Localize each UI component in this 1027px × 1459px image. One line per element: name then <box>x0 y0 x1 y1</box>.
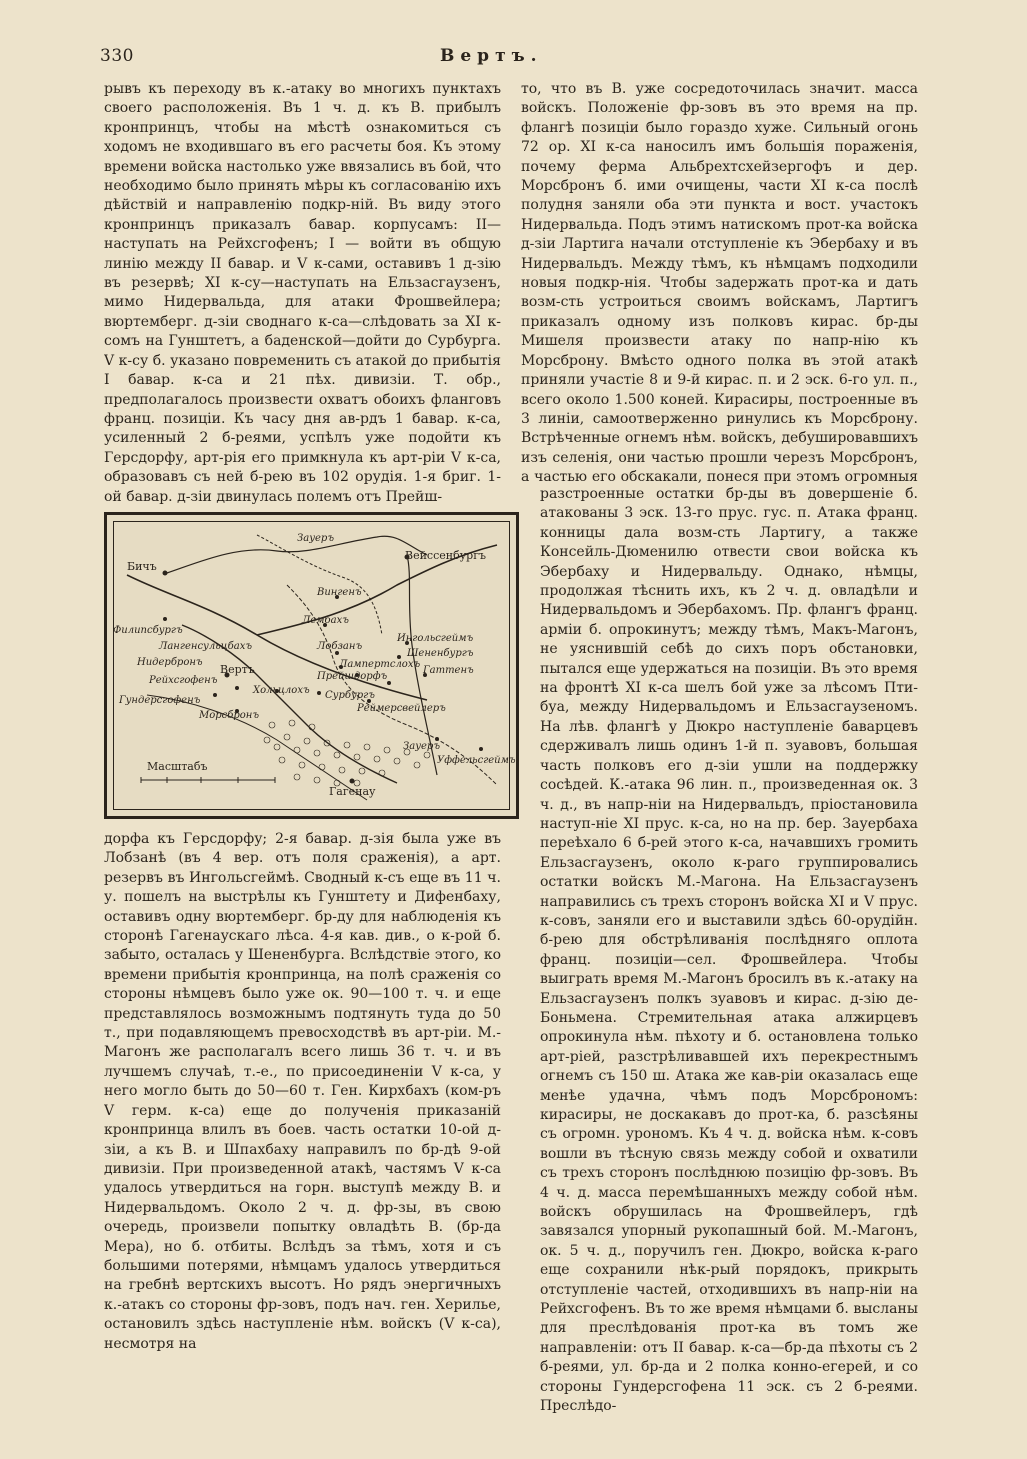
map-label-holschloch: Хольцлохъ <box>253 685 310 696</box>
map-label-philippsburg: Филипсбургъ <box>113 625 183 636</box>
map-label-lobsann: Лобзанъ <box>317 641 363 652</box>
right-column-top <box>521 80 918 486</box>
map-label-preuschdorf: Прейшдорфъ <box>317 671 388 682</box>
map-label-schoenenburg: Шененбургъ <box>407 648 474 659</box>
map-label-haguenau: Гагенау <box>329 785 376 798</box>
right-column-bottom <box>540 485 918 1430</box>
map-label-zinsel: Зауеръ <box>403 741 440 752</box>
map-scale-label: Масштабъ <box>147 760 208 773</box>
map-label-sauer-north: Зауеръ <box>297 533 334 544</box>
left-column-bottom-text: дорфа къ Герсдорфу; 2-я бавар. д-зія была уже въ Лобзанѣ (въ 4 вер. отъ поля сраженія), а арт. резервъ въ Ингольсгеймѣ. Сводный к-съ еще въ 11 ч. у. пошелъ на выстрѣлы къ Гунштету и Дифенбаху, оставивъ одну вюртемберг. бр-ду для наблюденія къ сторонѣ Гагенаускаго лѣса. 4-я кав. див., о к-рой б. забыто, осталась у Шененбурга. Вслѣдствіе этого, ко времени прибытія кронпринца, на полѣ сраженія со стороны нѣмцевъ было уже ок. 90—100 т. ч. и еще представлялось возможнымъ подтянуть туда до 50 т., при подавляющемъ превосходствѣ въ арт-ріи. М.-Магонъ же располагалъ всего лишь 36 т. ч. и въ лучшемъ случаѣ, т.-е., по присоединеніи V к-са, у него могло быть до 50—60 т. Ген. Кирхбахъ (ком-ръ V герм. к-са) еще до полученія приказаній кронпринца влилъ въ боев. часть остатки 10-ой д-зіи, а къ В. и Шпахбаху направилъ по бр-дѣ 9-ой дивизіи. При произведенной атакѣ, частямъ V к-са удалось утвердиться на горн. выступѣ между В. и Нидервальдомъ. Около 2 ч. д. фр-зы, въ свою очередь, произвели попытку овладѣть В. (бр-да Мера), но б. отбиты. Вслѣдъ за тѣмъ, хотя и съ большими потерями, нѣмцамъ удалось утвердиться на гребнѣ вертскихъ высотъ. Но рядъ энергичныхъ к.-атакъ со стороны фр-зовъ, подъ нач. ген. Херилье, остановилъ здѣсь наступленіе нѣм. войскъ (V к-са), несмотря на <box>104 831 501 1352</box>
map-label-lampertsloch: Лампертслохъ <box>339 659 421 670</box>
map-label-reichshofen: Рейхсгофенъ <box>149 675 218 686</box>
running-head-title: Вертъ. <box>440 46 543 66</box>
map-label-ingolsheim: Ингольсгеймъ <box>397 633 474 644</box>
map-label-surburg: Сурбургъ <box>325 690 375 701</box>
map-label-weissenburg: Вейссенбургъ <box>405 549 486 562</box>
map-label-bitche: Бичъ <box>127 560 157 573</box>
map-label-niederbronn: Нидербронъ <box>137 657 203 668</box>
page-number: 330 <box>100 46 134 66</box>
map-label-langensulzbach: Лангенсульцбахъ <box>159 641 253 652</box>
map-label-uffelsheim: Уффельсгеймъ <box>437 755 516 766</box>
left-column-top <box>104 80 501 506</box>
map-label-hatten: Гаттенъ <box>423 665 474 676</box>
map-label-morsbronn: Морсбронъ <box>199 710 260 721</box>
map-label-lembach: Лембахъ <box>302 615 349 626</box>
left-column-top-text: рывъ къ переходу въ к.-атаку во многихъ пунктахъ своего расположенія. Въ 1 ч. д. къ В. прибылъ кронпринцъ, чтобы на мѣстѣ ознакомиться съ ходомъ не входившаго въ его расчеты боя. Къ этому времени войска настолько уже ввязались въ бой, что необходимо было принять мѣры къ согласованію ихъ дѣйствій и направленію подкр-ній. Въ виду этого кронпринцъ приказалъ бавар. корпусамъ: II—наступать на Рейхсгофенъ; I — войти въ общую линію между II бавар. и V к-сами, оставивъ 1 д-зію въ резервѣ; XI к-су—наступать на Ельзасгаузенъ, мимо Нидервальда, для атаки Фрошвейлера; вюртемберг. д-зіи своднаго к-са—слѣдовать за XI к-сомъ на Гунштетъ, а баденской—дойти до Сурбурга. V к-су б. указано повременить съ атакой до прибытія I бавар. к-са и 21 пѣх. дивизіи. Т. обр., предполагалось произвести охватъ обоихъ фланговъ франц. позиціи. Къ часу дня ав-рдъ 1 бавар. к-са, усиленный 2 б-реями, успѣлъ уже подойти къ Герсдорфу, арт-рія его примкнула къ арт-ріи V к-са, образовавъ съ ней б-рею въ 102 орудія. 1-я бриг. 1-ой бавар. д-зіи двинулась полемъ отъ Прейш- <box>104 81 501 505</box>
map-label-wingen: Вингенъ <box>317 587 362 598</box>
battle-map <box>104 512 519 819</box>
map-label-woerth: Вертъ <box>220 663 255 676</box>
map-label-gundershofen: Гундерсгофенъ <box>119 695 201 706</box>
left-column-bottom <box>104 830 501 1430</box>
right-column-top-text: то, что въ В. уже сосредоточилась значит. масса войскъ. Положеніе фр-зовъ въ это время на пр. флангѣ позиціи было гораздо хуже. Сильный огонь 72 ор. XI к-са наносилъ имъ большія пораженія, почему ферма Альбрехтсхейзергофъ и дер. Морсбронъ б. ими очищены, части XI к-са послѣ полудня заняли оба эти пункта и вост. участокъ Нидервальда. Подъ этимъ натискомъ прот-ка войска д-зіи Лартига начали отступленіе къ Эбербаху и въ Нидервальдъ. Между тѣмъ, къ нѣмцамъ подходили новыя подкр-нія. Чтобы задержать прот-ка и дать возм-сть устроиться своимъ войскамъ, Лартигъ приказалъ одному изъ полковъ кирас. бр-ды Мишеля произвести атаку по напр-нію къ Морсброну. Вмѣсто одного полка въ этой атакѣ приняли участіе 8 и 9-й кирас. п. и 2 эск. 6-го ул. п., всего около 1.500 коней. Кирасиры, построенные въ 3 линіи, самоотверженно ринулись къ Морсброну. Встрѣченные огнемъ нѣм. войскъ, дебушировавшихъ изъ селенія, они частью прошли черезъ Морсбронъ, а частью его обскакали, понеся при этомъ огромныя <box>521 81 918 486</box>
right-column-bottom-text: разстроенные остатки бр-ды въ довершеніе б. атакованы 3 эск. 13-го прус. гус. п. Атака франц. конницы дала возм-сть Лартигу, а также Консейль-Дюменилю отвести свои войска къ Эбербаху и Нидервальду. Однако, нѣмцы, продолжая тѣснить ихъ, къ 2 ч. д. овладѣли и Нидервальдомъ и Эбербахомъ. Пр. флангъ франц. арміи б. опрокинутъ; между тѣмъ, Макъ-Магонъ, не уяснившій себѣ до сихъ поръ обстановки, пытался еще удержаться на позиціи. Въ это время на фронтѣ XI к-са шелъ бой уже за лѣсомъ Пти-буа, между Нидервальдомъ и Ельзасгаузеномъ. На лѣв. флангѣ у Дюкро наступленіе баварцевъ сдерживалъ лишь одинъ 1-й п. зуавовъ, большая часть полковъ его д-зіи ушли на поддержку сосѣдей. К.-атака 96 лин. п., произведенная ок. 3 ч. д., въ напр-ніи на Нидервальдъ, пріостановила наступ-ніе XI прус. к-са, но на пр. бер. Зауербаха переѣхало 6 б-рей этого к-са, начавшихъ громить Ельзасгаузенъ, около к-раго группировались остатки войскъ М.-Магона. На Ельзасгаузенъ направились съ трехъ сторонъ войска XI и V прус. к-совъ, заняли его и выставили здѣсь 60-орудійн. б-рею для обстрѣливанія послѣдняго оплота франц. позиціи—сел. Фрошвейлера. Чтобы выиграть время М.-Магонъ бросилъ въ к.-атаку на Ельзасгаузенъ полкъ зуавовъ и кирас. д-зію де-Боньмена. Стремительная атака алжирцевъ опрокинула нѣм. пѣхоту и б. остановлена только арт-ріей, разстрѣливавшей ихъ перекрестнымъ огнемъ съ 150 ш. Атака же кав-ріи оказалась еще менѣе удачна, чѣмъ подъ Морсброномъ: кирасиры, не доскакавъ до прот-ка, б. разсѣяны съ огромн. урономъ. Къ 4 ч. д. войска нѣм. к-совъ вошли въ тѣсную связь между собой и охватили съ трехъ сторонъ послѣднюю позицію фр-зовъ. Въ 4 ч. д. масса перемѣшанныхъ между собой нѣм. войскъ обрушилась на Фрошвейлеръ, гдѣ завязался упорный рукопашный бой. М.-Магонъ, ок. 5 ч. д., поручилъ ген. Дюкро, войска к-раго еще сохранили нѣк-рый порядокъ, прикрыть отступленіе частей, отходившихъ въ напр-ніи на Рейхсгофенъ. Въ то же время нѣмцами б. высланы для преслѣдованія прот-ка въ томъ же направленіи: отъ II бавар. к-са—бр-да пѣхоты съ 2 б-реями, ул. бр-да и 2 полка конно-егерей, и со стороны Гундерсгофена 11 эск. съ 2 б-реями. Преслѣдо- <box>540 486 918 1415</box>
map-label-reimerswiller: Реймерсвейлеръ <box>357 703 446 714</box>
